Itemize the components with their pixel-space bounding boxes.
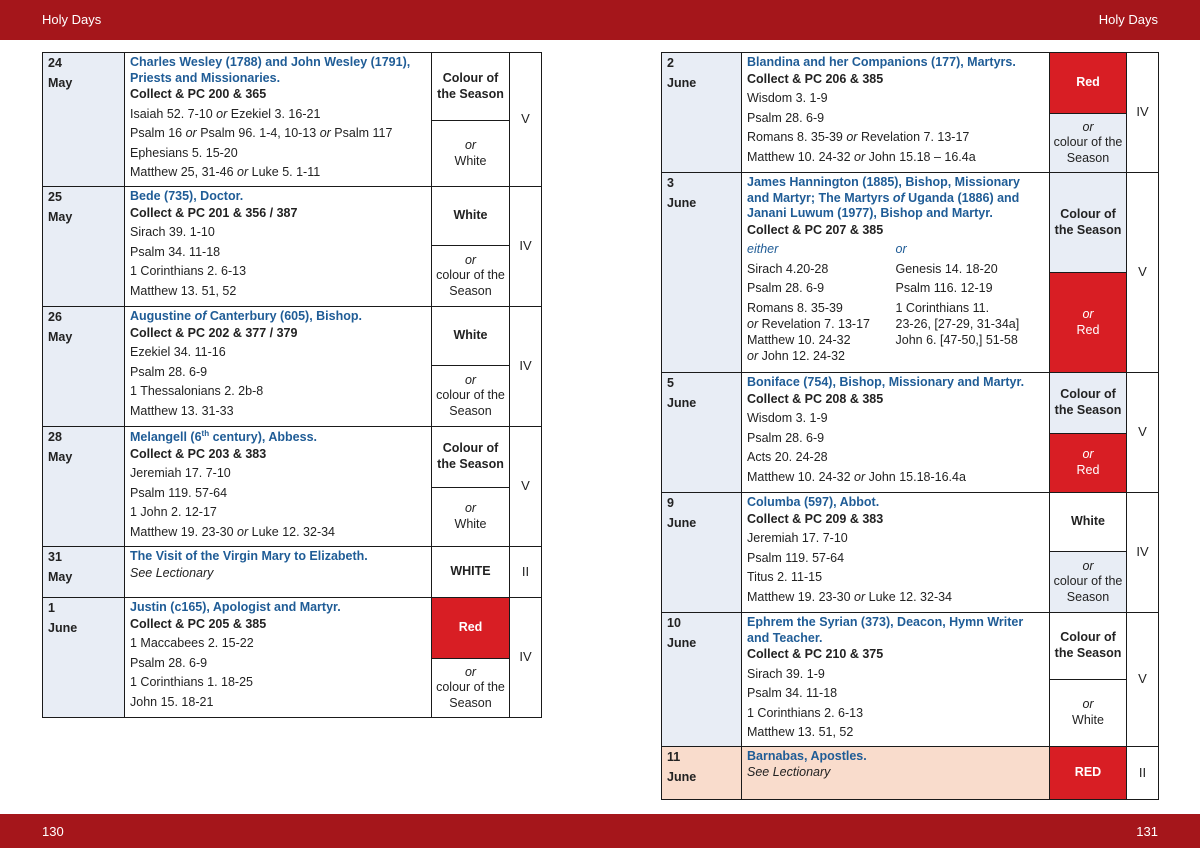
reading-line: Sirach 39. 1-10 [130, 225, 215, 240]
colour-alternative: or White [1050, 679, 1126, 745]
colour-alternative: or Red [1050, 272, 1126, 372]
reading-line: Psalm 34. 11-18 [130, 244, 221, 259]
psalter-week: V [510, 427, 542, 547]
reading-line: Ezekiel 34. 11-16 [130, 345, 226, 360]
colour-alternative: or colour of the Season [432, 365, 509, 426]
feast-title: Columba (597), Abbot. [747, 495, 880, 509]
feast-title: Charles Wesley (1788) and John Wesley (1791), Priests and Missionaries. [130, 55, 411, 85]
psalter-week: V [1127, 613, 1159, 747]
colour-main: White [453, 328, 488, 343]
feast-title: Justin (c165), Apologist and Martyr. [130, 600, 341, 614]
collect-line: Collect & PC 201 & 356 / 387 [130, 205, 298, 220]
date-cell: 5 June [662, 373, 742, 493]
colour-alternative: or colour of the Season [432, 245, 509, 306]
colour-alternative: or White [432, 120, 509, 186]
reading-line: Wisdom 3. 1-9 [747, 91, 828, 106]
table-row [43, 547, 542, 598]
colour-main: Red [432, 598, 509, 658]
reading-line: Matthew 25, 31-46 or Luke 5. 1-11 [130, 165, 321, 180]
feast-title: Augustine of Canterbury (605), Bishop. [130, 309, 362, 323]
feast-title: The Visit of the Virgin Mary to Elizabeth. [130, 549, 368, 563]
readings-cell [742, 53, 1050, 173]
liturgical-colour-cell [1050, 173, 1127, 373]
table-row [43, 53, 542, 187]
table-row [662, 493, 1159, 613]
date-cell: 24 May [43, 53, 125, 187]
feast-title: Melangell (6th century), Abbess. [130, 429, 318, 445]
reading-line: Psalm 28. 6-9 [747, 110, 825, 125]
lectionary-table-left [42, 52, 542, 718]
colour-alternative: or colour of the Season [1050, 551, 1126, 612]
running-head-right: Holy Days [1098, 12, 1158, 27]
colour-main: Colour of the Season [1050, 373, 1126, 433]
colour-main: Colour of the Season [437, 70, 504, 101]
reading-line: Titus 2. 11-15 [747, 570, 823, 585]
feast-title: Boniface (754), Bishop, Missionary and Martyr. [747, 375, 1025, 389]
colour-main: White [1070, 514, 1106, 529]
liturgical-colour-cell [432, 187, 510, 307]
colour-alternative: or White [432, 487, 509, 546]
readings-cell [125, 547, 432, 598]
page-footer-band [0, 814, 1200, 848]
liturgical-colour-cell [432, 427, 510, 547]
reading-line: 1 Corinthians 1. 18-25 [130, 675, 253, 690]
table-row [43, 187, 542, 307]
collect-line: Collect & PC 209 & 383 [747, 511, 884, 526]
psalter-week: IV [510, 187, 542, 307]
date-cell: 31 May [43, 547, 125, 598]
reading-line: Matthew 10. 24-32 or John 15.18 – 16.4a [747, 149, 976, 164]
liturgical-colour-cell [1050, 493, 1127, 613]
colour-alternative: or colour of the Season [1050, 113, 1126, 172]
lectionary-table-right [661, 52, 1159, 800]
page-header-band [0, 0, 1200, 40]
collect-line: Collect & PC 205 & 385 [130, 616, 267, 631]
feast-title: James Hannington (1885), Bishop, Missionary and Martyr; The Martyrs of Uganda (1886) and Janani Luwum (1977), Bishop and Martyr. [747, 175, 1020, 221]
liturgical-colour-cell [432, 547, 510, 598]
psalter-week: II [510, 547, 542, 598]
readings-cell [125, 187, 432, 307]
page-number-left: 130 [42, 824, 64, 839]
table-row [662, 613, 1159, 747]
readings-cell [742, 746, 1050, 799]
reading-line: Psalm 28. 6-9 [130, 364, 208, 379]
psalter-week: IV [1127, 493, 1159, 613]
page-number-right: 131 [1136, 824, 1158, 839]
colour-alternative: or colour of the Season [432, 658, 509, 717]
readings-or: or Genesis 14. 18-20 Psalm 116. 12-19 1 Corinthians 11. 23-26, [27-29, 31-34a] John 6. [47-50,] 51-58 [895, 242, 1020, 348]
readings-either: either Sirach 4.20-28 Psalm 28. 6-9 Romans 8. 35-39 or Revelation 7. 13-17 Matthew 10. 24-32 or John 12. 24-32 [747, 242, 871, 363]
colour-main: Colour of the Season [1054, 630, 1122, 660]
reading-line: Matthew 13. 51, 52 [747, 725, 854, 740]
reading-line: 1 Corinthians 2. 6-13 [130, 264, 247, 279]
psalter-week: IV [510, 307, 542, 427]
reading-line: 1 John 2. 12-17 [130, 505, 217, 520]
table-row [662, 53, 1159, 173]
colour-main: WHITE [450, 564, 491, 579]
readings-cell [125, 307, 432, 427]
psalter-week: V [1127, 173, 1159, 373]
feast-title: Bede (735), Doctor. [130, 189, 244, 203]
readings-cell [125, 427, 432, 547]
date-cell: 26 May [43, 307, 125, 427]
readings-cell [125, 53, 432, 187]
date-cell: 25 May [43, 187, 125, 307]
table-row [43, 598, 542, 718]
feast-title: Barnabas, Apostles. [747, 748, 867, 763]
readings-cell [125, 598, 432, 718]
reading-line: 1 Maccabees 2. 15-22 [130, 636, 254, 651]
date-cell: 1 June [43, 598, 125, 718]
readings-cell [742, 613, 1050, 747]
collect-line: Collect & PC 206 & 385 [747, 71, 884, 86]
psalter-week: V [1127, 373, 1159, 493]
reading-line: 1 Thessalonians 2. 2b-8 [130, 384, 264, 399]
table-row [662, 746, 1159, 799]
reading-line: Psalm 28. 6-9 [130, 655, 208, 670]
date-cell: 9 June [662, 493, 742, 613]
readings-cell [742, 173, 1050, 373]
collect-line: Collect & PC 200 & 365 [130, 87, 267, 102]
collect-line: Collect & PC 203 & 383 [130, 446, 267, 461]
collect-line: Collect & PC 208 & 385 [747, 391, 884, 406]
reading-line: Ephesians 5. 15-20 [130, 145, 238, 160]
reading-line: John 15. 18-21 [130, 694, 214, 709]
alternative-readings [747, 241, 1044, 364]
table-row [43, 307, 542, 427]
collect-line: Collect & PC 207 & 385 [747, 222, 884, 237]
reading-line: Acts 20. 24-28 [747, 450, 828, 465]
date-cell: 10 June [662, 613, 742, 747]
date-cell: 2 June [662, 53, 742, 173]
readings-cell [742, 373, 1050, 493]
liturgical-colour-cell [1050, 373, 1127, 493]
reading-line: Sirach 39. 1-9 [747, 666, 825, 681]
reading-line: Wisdom 3. 1-9 [747, 411, 828, 426]
reading-line: Psalm 34. 11-18 [747, 686, 838, 701]
running-head-left: Holy Days [42, 12, 102, 27]
reading-line: Matthew 19. 23-30 or Luke 12. 32-34 [747, 589, 953, 604]
liturgical-colour-cell [1050, 613, 1127, 747]
date-cell: 3 June [662, 173, 742, 373]
liturgical-colour-cell [432, 53, 510, 187]
liturgical-colour-cell [1050, 746, 1127, 799]
colour-main: RED [1050, 747, 1126, 799]
table-row [662, 373, 1159, 493]
liturgical-colour-cell [432, 598, 510, 718]
see-lectionary: See Lectionary [747, 765, 831, 780]
psalter-week: V [510, 53, 542, 187]
reading-line: Romans 8. 35-39 or Revelation 7. 13-17 [747, 130, 970, 145]
colour-main: White [453, 208, 488, 223]
liturgical-colour-cell [1050, 53, 1127, 173]
reading-line: Jeremiah 17. 7-10 [747, 531, 848, 546]
reading-line: Matthew 13. 31-33 [130, 403, 234, 418]
reading-line: Psalm 119. 57-64 [747, 550, 845, 565]
table-row [662, 173, 1159, 373]
table-row [43, 427, 542, 547]
feast-title: Ephrem the Syrian (373), Deacon, Hymn Writer and Teacher. [747, 615, 1024, 645]
reading-line: Matthew 13. 51, 52 [130, 283, 237, 298]
reading-line: Psalm 16 or Psalm 96. 1-4, 10-13 or Psalm 117 [130, 126, 393, 141]
see-lectionary: See Lectionary [130, 565, 214, 580]
date-cell: 11 June [662, 746, 742, 799]
colour-main: Red [1050, 53, 1126, 113]
reading-line: Psalm 28. 6-9 [747, 430, 825, 445]
colour-main: Colour of the Season [437, 441, 504, 471]
collect-line: Collect & PC 202 & 377 / 379 [130, 325, 298, 340]
psalter-week: IV [1127, 53, 1159, 173]
psalter-week: IV [510, 598, 542, 718]
date-cell: 28 May [43, 427, 125, 547]
colour-alternative: or Red [1050, 433, 1126, 492]
reading-line: Matthew 10. 24-32 or John 15.18-16.4a [747, 469, 966, 484]
liturgical-colour-cell [432, 307, 510, 427]
collect-line: Collect & PC 210 & 375 [747, 647, 884, 662]
readings-cell [742, 493, 1050, 613]
reading-line: 1 Corinthians 2. 6-13 [747, 705, 864, 720]
feast-title: Blandina and her Companions (177), Martyrs. [747, 55, 1016, 69]
reading-line: Psalm 119. 57-64 [130, 485, 228, 500]
reading-line: Isaiah 52. 7-10 or Ezekiel 3. 16-21 [130, 106, 321, 121]
colour-main: Colour of the Season [1050, 173, 1126, 272]
reading-line: Jeremiah 17. 7-10 [130, 466, 231, 481]
psalter-week: II [1127, 746, 1159, 799]
reading-line: Matthew 19. 23-30 or Luke 12. 32-34 [130, 524, 336, 539]
